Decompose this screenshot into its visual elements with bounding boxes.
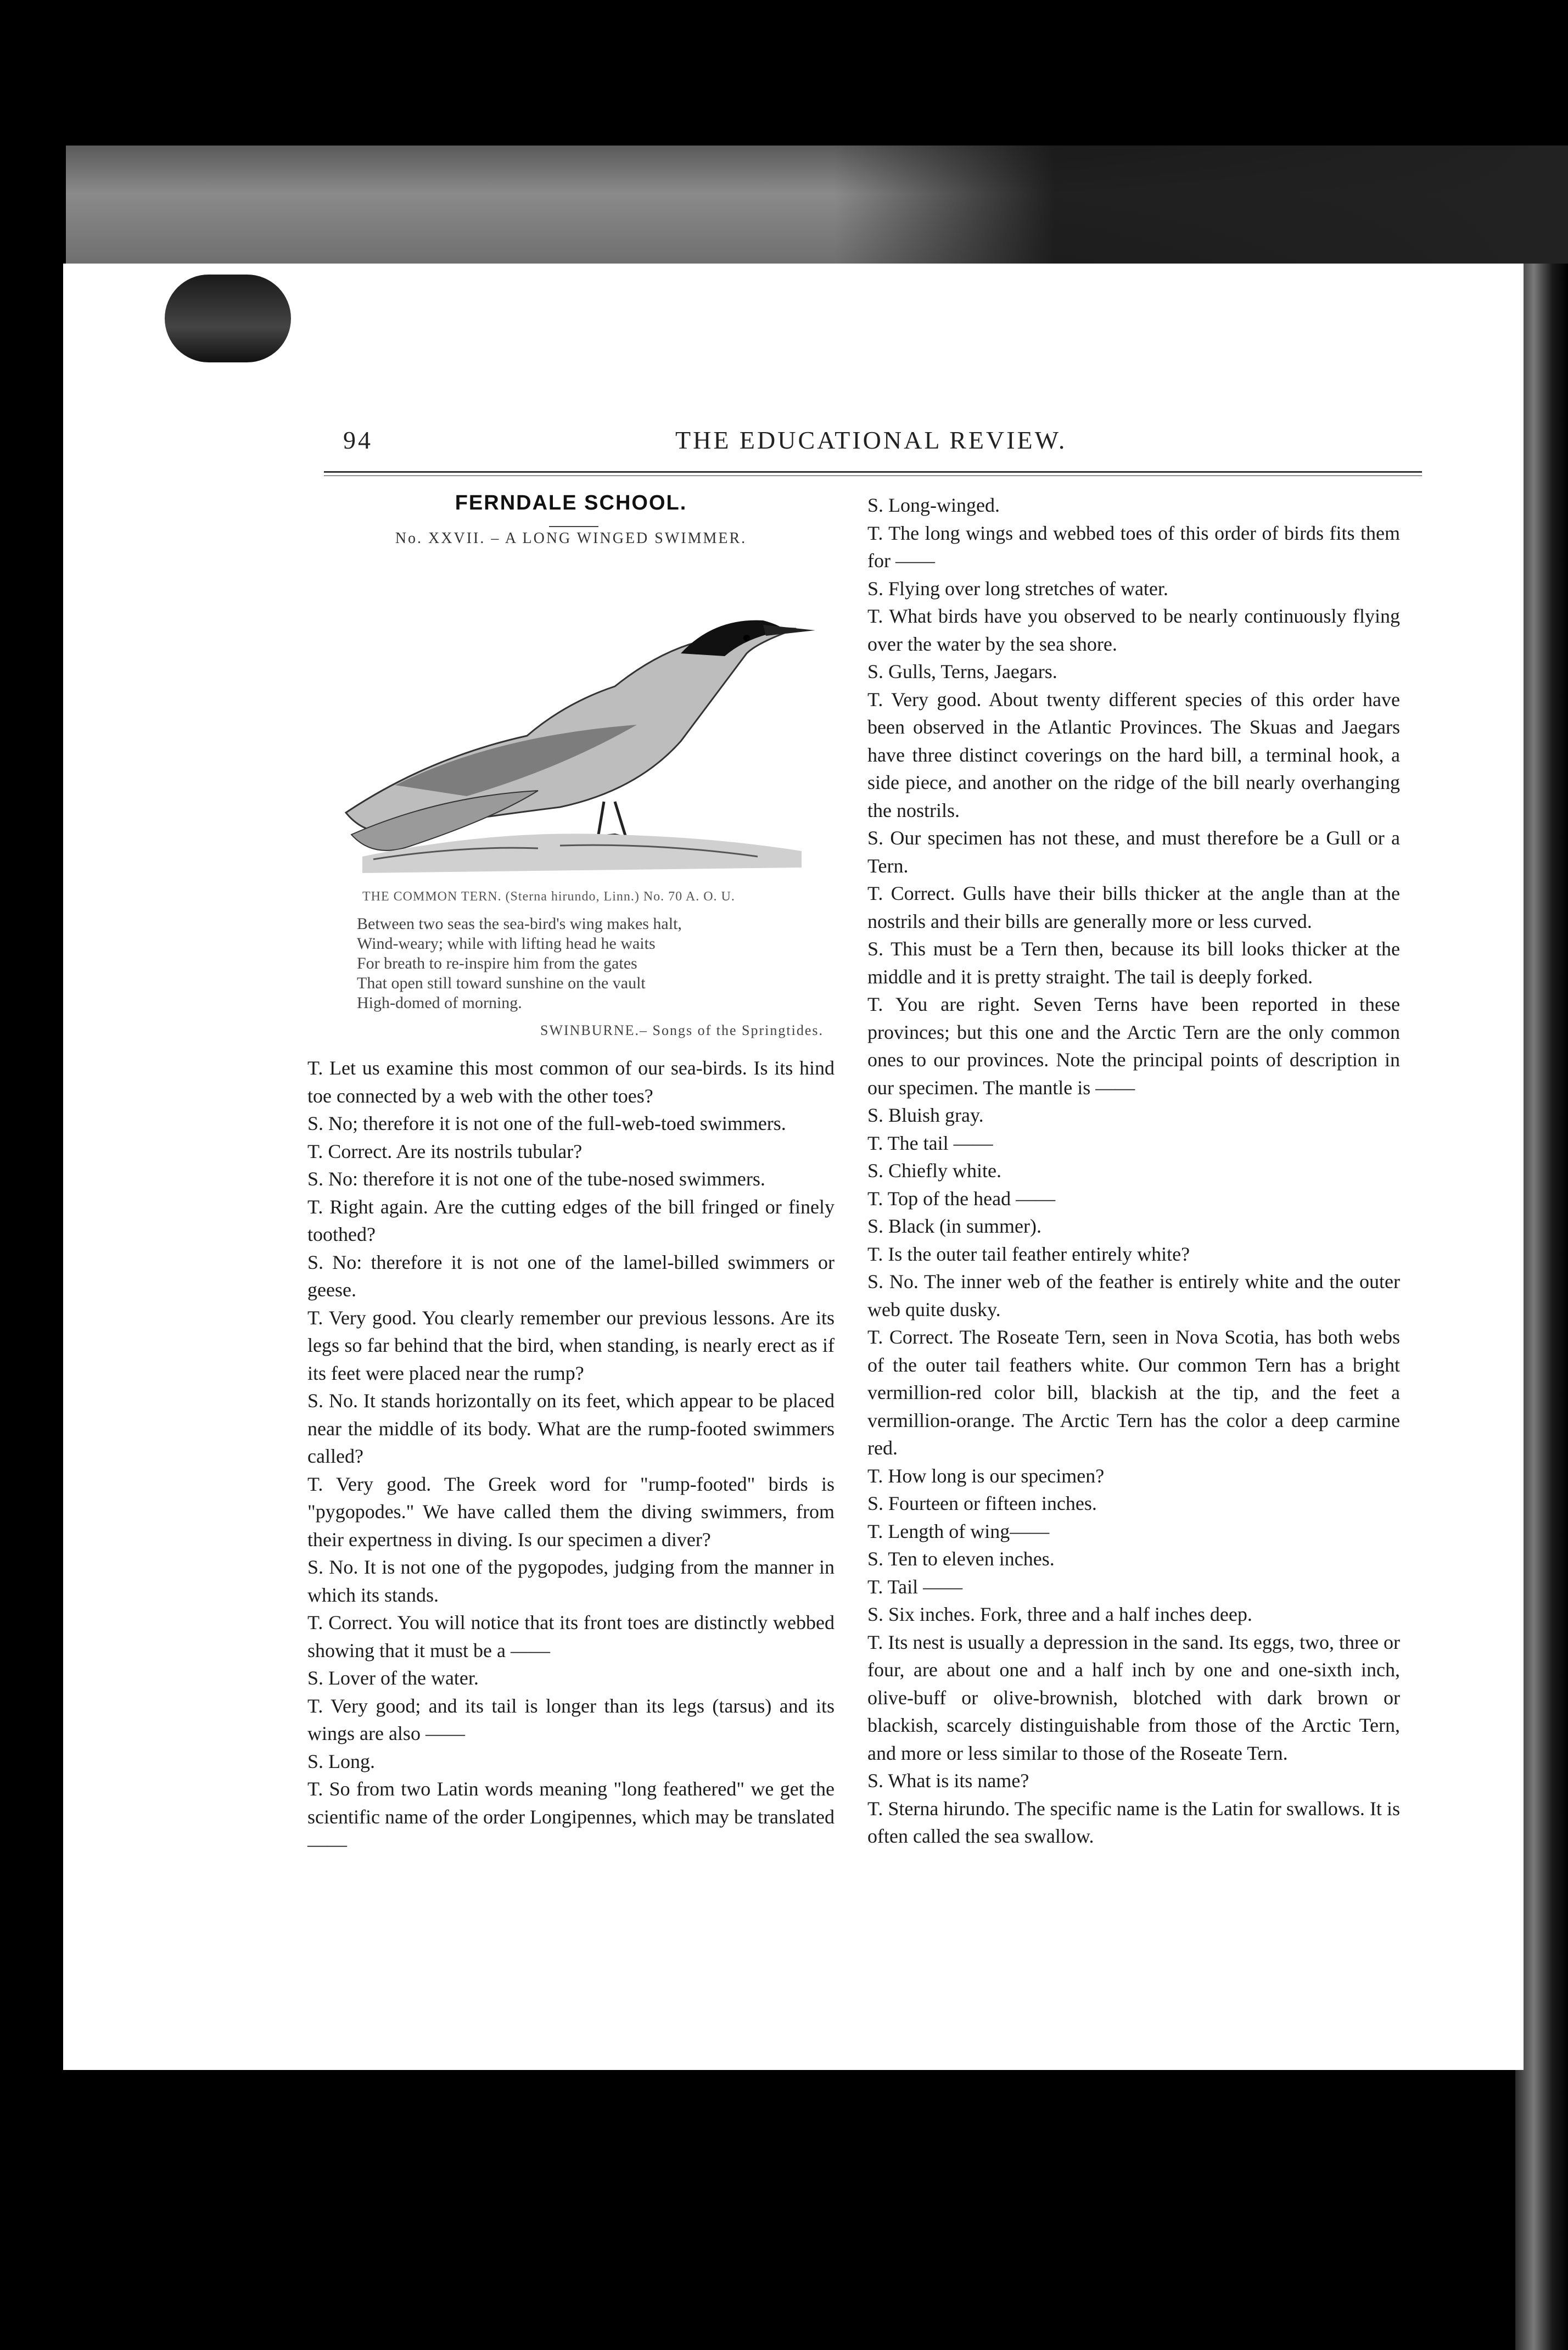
dialogue-paragraph: T. So from two Latin words meaning "long feathered" we get the scientific name of the order Longipennes, which may be translated —— — [307, 1778, 835, 1855]
dialogue-paragraph: T. You are right. Seven Terns have been reported in these provinces; but this one and the Arctic Tern are the only common ones to our provinces. Note the principal points of description in our specimen. The mantle is —— — [867, 993, 1400, 1099]
dialogue-paragraph: T. The tail —— — [867, 1132, 993, 1154]
dialogue-paragraph: S. Fourteen or fifteen inches. — [867, 1492, 1097, 1514]
right-column — [867, 491, 1400, 1850]
dialogue-paragraph: T. Very good. You clearly remember our previous lessons. Are its legs so far behind that the bird, when standing, is nearly erect as if its feet were placed near the rump? — [307, 1306, 835, 1384]
poem-line: For breath to re-inspire him from the gates — [357, 954, 637, 972]
dialogue-paragraph: T. Correct. You will notice that its front toes are distinctly webbed showing that it must be a —— — [307, 1612, 835, 1661]
page-header — [329, 426, 1427, 458]
epigraph-poem — [357, 914, 829, 1013]
dialogue-paragraph: T. Is the outer tail feather entirely white? — [867, 1243, 1190, 1265]
binder-clip — [165, 275, 291, 362]
page-number: 94 — [343, 426, 373, 454]
left-column — [307, 1054, 835, 1859]
top-dark-margin — [66, 146, 1568, 266]
dialogue-paragraph: S. No: therefore it is not one of the tube-nosed swimmers. — [307, 1168, 765, 1190]
poem-line: Wind-weary; while with lifting head he waits — [357, 935, 656, 953]
dialogue-paragraph: S. No. It stands horizontally on its feet, which appear to be placed near the middle of its body. What are the rump-footed swimmers called? — [307, 1390, 835, 1467]
dialogue-paragraph: T. The long wings and webbed toes of this order of birds fits them for —— — [867, 522, 1400, 572]
dialogue-paragraph: S. Our specimen has not these, and must therefore be a Gull or a Tern. — [867, 827, 1400, 877]
dialogue-paragraph: S. Gulls, Terns, Jaegars. — [867, 661, 1057, 682]
dialogue-paragraph: T. Very good. About twenty different species of this order have been observed in the Atlantic Provinces. The Skuas and Jaegars have three distinct coverings on the hard bill, a terminal hook, a side piece, and another on the ridge of the bill nearly overhanging the nostrils. — [867, 688, 1400, 821]
dialogue-paragraph: T. Correct. Gulls have their bills thicker at the angle than at the nostrils and their bills are generally more or less curved. — [867, 882, 1400, 932]
dialogue-paragraph: S. This must be a Tern then, because its bill looks thicker at the middle and it is pretty straight. The tail is deeply forked. — [867, 938, 1400, 988]
shadow-gradient — [835, 146, 1568, 266]
dialogue-paragraph: T. Length of wing—— — [867, 1520, 1050, 1542]
article-title: FERNDALE SCHOOL. — [455, 491, 687, 514]
title-rule — [549, 526, 598, 527]
dialogue-paragraph: S. Six inches. Fork, three and a half inches deep. — [867, 1603, 1252, 1625]
poem-attribution: SWINBURNE.– Songs of the Springtides. — [540, 1022, 824, 1038]
dialogue-paragraph: S. No. The inner web of the feather is entirely white and the outer web quite dusky. — [867, 1271, 1400, 1321]
header-rule-thin — [324, 475, 1422, 476]
article-subtitle: No. XXVII. – A LONG WINGED SWIMMER. — [395, 530, 747, 547]
dialogue-paragraph: S. Lover of the water. — [307, 1667, 479, 1689]
figure-caption: THE COMMON TERN. (Sterna hirundo, Linn.) No. 70 A. O. U. — [362, 889, 735, 904]
dialogue-paragraph: T. How long is our specimen? — [867, 1464, 1105, 1487]
poem-line: High-domed of morning. — [357, 994, 522, 1012]
dialogue-paragraph: S. Black (in summer). — [867, 1215, 1041, 1237]
dialogue-paragraph: T. Correct. Are its nostrils tubular? — [307, 1140, 583, 1162]
dialogue-paragraph: T. Its nest is usually a depression in the sand. Its eggs, two, three or four, are about one and a half inch by one and one-sixth inch, olive-buff or olive-brownish, blotched with dark brown or blackish, scarcely distinguishable from those of the Arctic Tern, and more or less similar to those of the Roseate Tern. — [867, 1631, 1400, 1764]
dialogue-paragraph: S. Flying over long stretches of water. — [867, 577, 1168, 600]
running-title: THE EDUCATIONAL REVIEW. — [675, 426, 1067, 454]
dialogue-paragraph: S. Bluish gray. — [867, 1104, 984, 1126]
dialogue-paragraph: S. Ten to eleven inches. — [867, 1548, 1055, 1570]
dialogue-paragraph: S. Long. — [307, 1750, 376, 1772]
dialogue-paragraph: T. Right again. Are the cutting edges of the bill fringed or finely toothed? — [307, 1195, 835, 1245]
dialogue-paragraph: S. Chiefly white. — [867, 1160, 1001, 1182]
dialogue-paragraph: T. Very good; and its tail is longer than its legs (tarsus) and its wings are also —— — [307, 1694, 835, 1744]
dialogue-paragraph: S. Long-winged. — [867, 494, 1000, 516]
dialogue-paragraph: S. No. It is not one of the pygopodes, judging from the manner in which its stands. — [307, 1556, 835, 1606]
header-rule — [324, 471, 1422, 473]
dialogue-paragraph: T. Sterna hirundo. The specific name is the Latin for swallows. It is often called the sea swallow. — [867, 1797, 1400, 1847]
dialogue-paragraph: S. What is its name? — [867, 1770, 1029, 1792]
tern-figure — [346, 620, 815, 873]
dialogue-paragraph: T. What birds have you observed to be nearly continuously flying over the water by the sea shore. — [867, 605, 1400, 655]
dialogue-paragraph: T. Top of the head —— — [867, 1187, 1056, 1210]
dialogue-paragraph: S. No: therefore it is not one of the lamel-billed swimmers or geese. — [307, 1251, 835, 1301]
common-tern-illustration — [329, 560, 824, 879]
dialogue-paragraph: T. Correct. The Roseate Tern, seen in Nova Scotia, has both webs of the outer tail feathers white. Our common Tern has a bright vermillion-red color bill, blackish at the tip, and the feet a vermillion-orange. The Arctic Tern has the color a deep carmine red. — [867, 1326, 1400, 1459]
dialogue-paragraph: T. Very good. The Greek word for "rump-footed" birds is "pygopodes." We have called them the diving swimmers, from their expertness in diving. Is our specimen a diver? — [307, 1473, 835, 1551]
poem-line: That open still toward sunshine on the vault — [357, 974, 646, 992]
dialogue-paragraph: S. No; therefore it is not one of the full-web-toed swimmers. — [307, 1112, 786, 1134]
poem-line: Between two seas the sea-bird's wing makes halt, — [357, 915, 682, 933]
dialogue-paragraph: T. Tail —— — [867, 1575, 963, 1598]
dialogue-paragraph: T. Let us examine this most common of our sea-birds. Is its hind toe connected by a web with the other toes? — [307, 1057, 835, 1107]
